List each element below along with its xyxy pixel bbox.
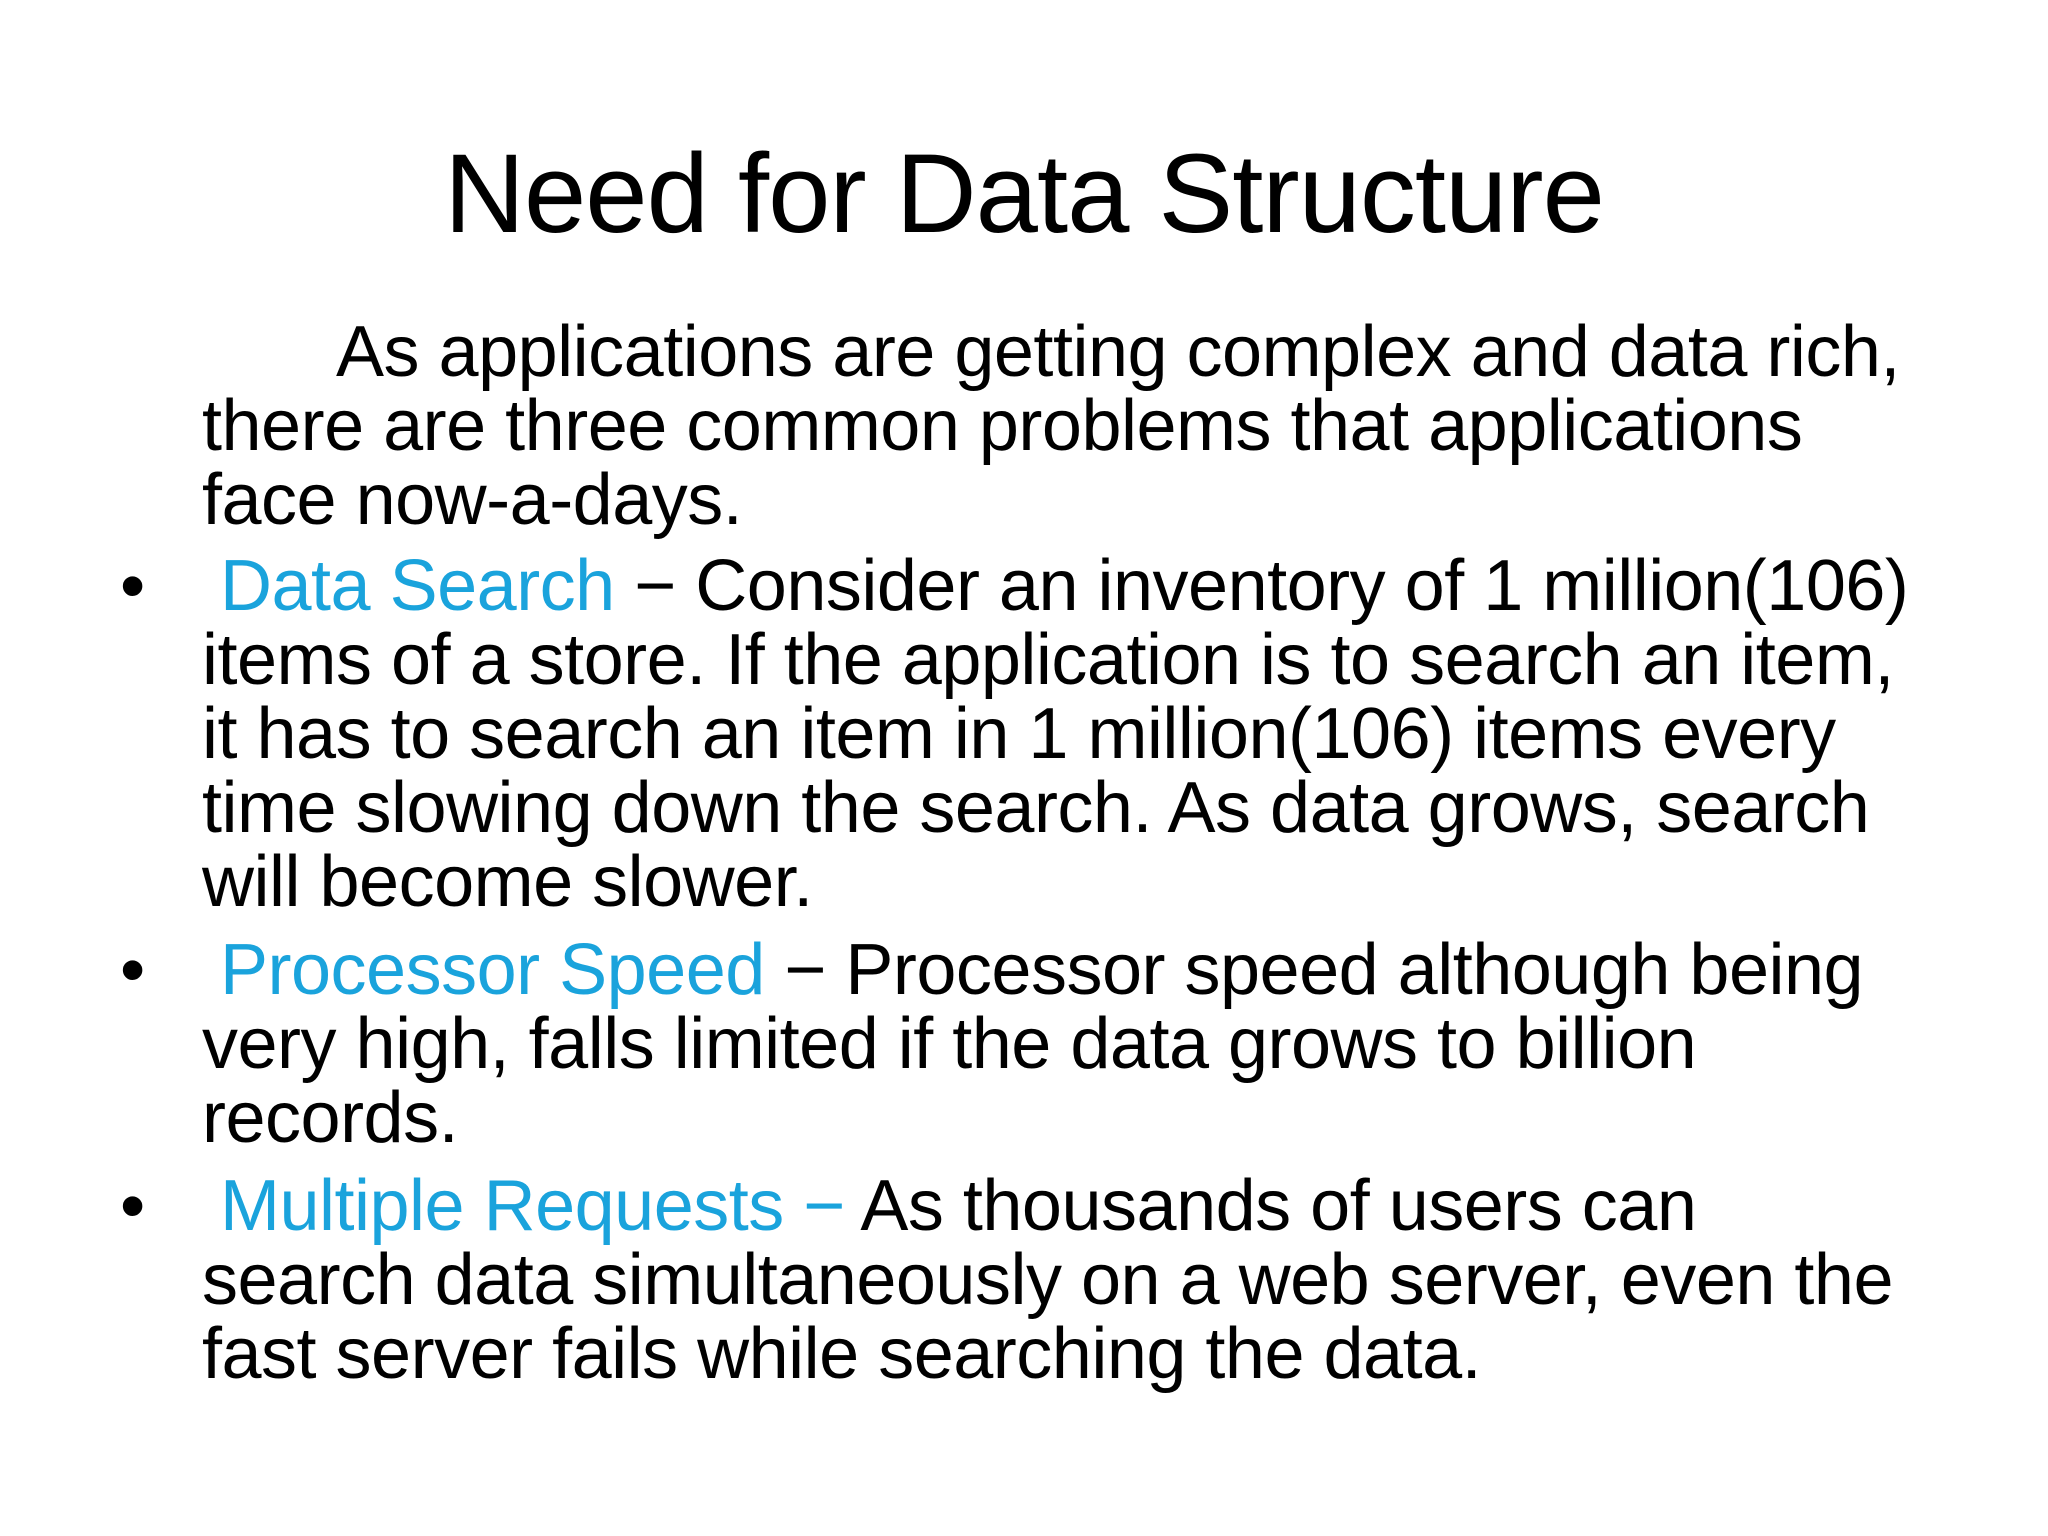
bullet-text: − Consider an inventory of 1 million(106) items of a store. If the application is to search an item, it has to search an item in 1 million(106) items every time slowing down the search. As data grows, search will become slower. <box>202 546 1909 922</box>
slide-title: Need for Data Structure <box>444 131 1604 256</box>
bullet-item-multiple-requests <box>120 1166 1920 1394</box>
bullet-dot-icon: • <box>120 930 145 1010</box>
bullet-item-processor-speed <box>120 930 1920 1158</box>
bullet-text: As thousands of users can search data simultaneously on a web server, even the fast server fails while searching the data. <box>202 1166 1893 1394</box>
bullet-term: Data Search <box>220 546 615 626</box>
intro-paragraph: As applications are getting complex and data rich, there are three common problems that applications face now-a-days. <box>202 312 1900 540</box>
bullet-term: Multiple Requests − <box>220 1166 845 1246</box>
bullet-item-data-search <box>120 546 1920 922</box>
bullet-dot-icon: • <box>120 546 145 626</box>
slide-body <box>120 312 1920 1405</box>
bullet-text: − Processor speed although being very high, falls limited if the data grows to billion records. <box>202 930 1864 1158</box>
bullet-term: Processor Speed <box>220 930 765 1010</box>
bullet-dot-icon: • <box>120 1166 145 1246</box>
